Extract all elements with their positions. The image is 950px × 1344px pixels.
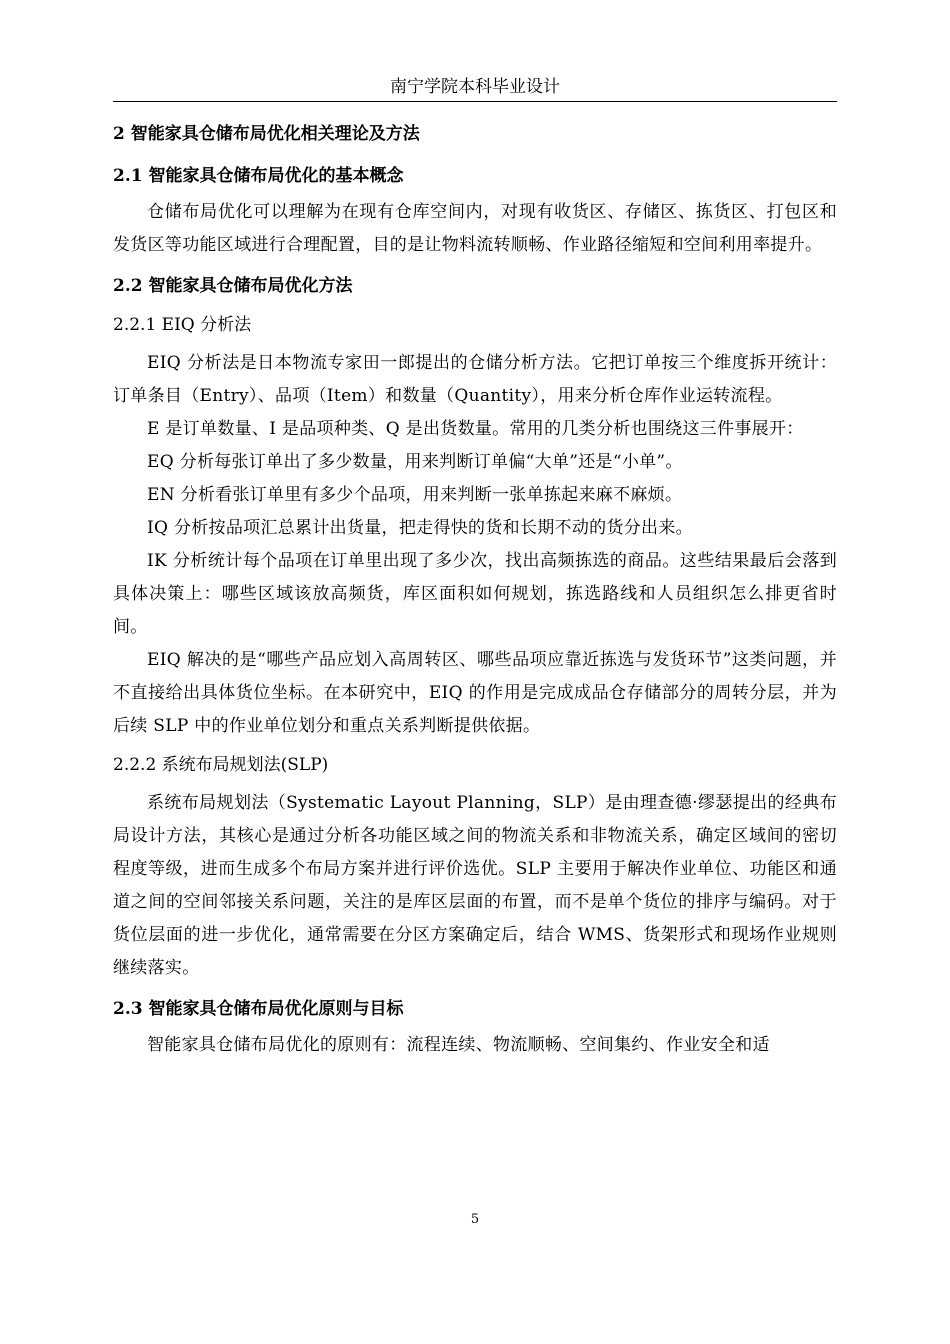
section-2-3-paragraph-1: 智能家具仓储布局优化的原则有：流程连续、物流顺畅、空间集约、作业安全和适 — [147, 1035, 770, 1055]
section-2-1-paragraph-1: 仓储布局优化可以理解为在现有仓库空间内，对现有收货区、存储区、拣货区、打包区和发货区等功能区域进行合理配置，目的是让物料流转顺畅、作业路径缩短和空间利用率提升。 — [113, 202, 837, 255]
section-2-2-1-paragraph-6: IK 分析统计每个品项在订单里出现了多少次，找出高频拣选的商品。这些结果最后会落到具体决策上：哪些区域该放高频货，库区面积如何规划，拣选路线和人员组织怎么排更省时间。 — [113, 551, 837, 637]
section-2-2-heading: 2.2 智能家具仓储布局优化方法 — [113, 276, 353, 296]
header-divider — [113, 101, 837, 102]
document-body — [113, 118, 837, 1062]
section-2-1-heading: 2.1 智能家具仓储布局优化的基本概念 — [113, 166, 404, 186]
section-2-2-1-paragraph-2: E 是订单数量、I 是品项种类、Q 是出货数量。常用的几类分析也围绕这三件事展开： — [147, 419, 804, 439]
section-2-2-2-paragraph-1: 系统布局规划法（Systematic Layout Planning，SLP）是由理查德·缪瑟提出的经典布局设计方法，其核心是通过分析各功能区域之间的物流关系和非物流关系，确定区域间的密切程度等级，进而生成多个布局方案并进行评价选优。SLP 主要用于解决作业单位、功能区和通道之间的空间邻接关系问题，关注的是库区层面的布置，而不是单个货位的排序与编码。对于货位层面的进一步优化，通常需要在分区方案确定后，结合 WMS、货架形式和现场作业规则继续落实。 — [113, 793, 837, 978]
section-2-2-1-heading: 2.2.1 EIQ 分析法 — [113, 315, 252, 335]
section-2-3-heading: 2.3 智能家具仓储布局优化原则与目标 — [113, 999, 404, 1019]
section-2-2-1-paragraph-1: EIQ 分析法是日本物流专家田一郎提出的仓储分析方法。它把订单按三个维度拆开统计：订单条目（Entry）、品项（Item）和数量（Quantity），用来分析仓库作业运转流程。 — [113, 353, 837, 406]
section-2-2-1-paragraph-3: EQ 分析每张订单出了多少数量，用来判断订单偏“大单”还是“小单”。 — [147, 452, 683, 472]
page-header-title: 南宁学院本科毕业设计 — [390, 77, 560, 97]
section-2-2-1-paragraph-7: EIQ 解决的是“哪些产品应划入高周转区、哪些品项应靠近拣选与发货环节”这类问题，并不直接给出具体货位坐标。在本研究中，EIQ 的作用是完成成品仓存储部分的周转分层，并为后续 SLP 中的作业单位划分和重点关系判断提供依据。 — [113, 650, 837, 736]
section-2-2-2-heading: 2.2.2 系统布局规划法(SLP) — [113, 755, 329, 775]
section-2-2-1-paragraph-4: EN 分析看张订单里有多少个品项，用来判断一张单拣起来麻不麻烦。 — [147, 485, 683, 505]
page-number: 5 — [470, 1212, 480, 1227]
section-2-heading: 2 智能家具仓储布局优化相关理论及方法 — [113, 124, 420, 144]
section-2-2-1-paragraph-5: IQ 分析按品项汇总累计出货量，把走得快的货和长期不动的货分出来。 — [147, 518, 693, 538]
